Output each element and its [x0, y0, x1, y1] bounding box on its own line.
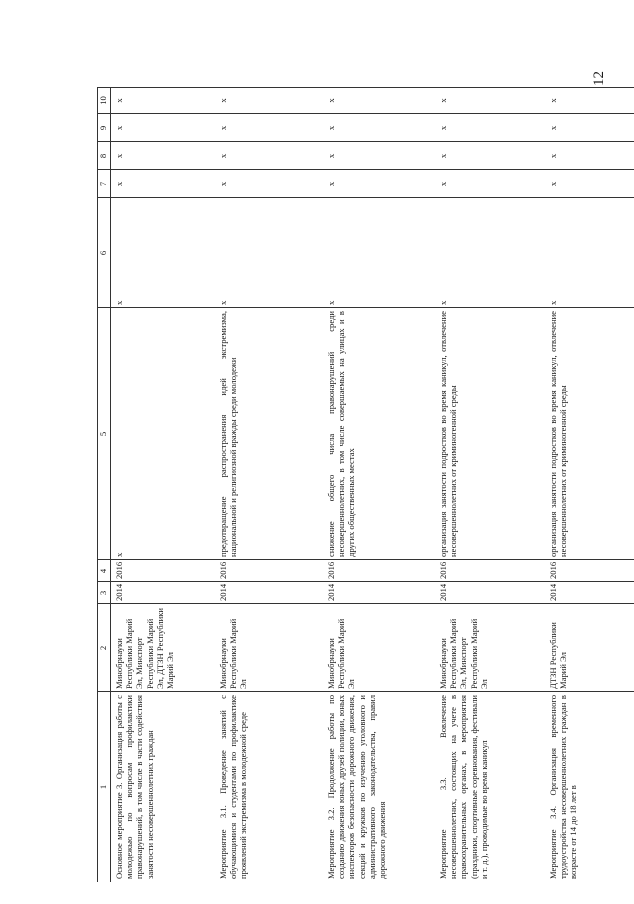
col-rule-5	[97, 307, 634, 308]
header-cell-2: 2	[98, 645, 108, 651]
row1-col8: х	[114, 153, 124, 159]
header-cell-5: 5	[98, 431, 108, 437]
row1-activity: Основное мероприятие 3. Организация работы с молодежью по вопросам профилактики правонарушений, в том числе в части содействия занятости несовершеннолетних граждан	[114, 695, 155, 879]
row1-col6: х	[114, 300, 124, 305]
program-table	[97, 87, 634, 882]
header-cell-6: 6	[98, 250, 108, 256]
page-number: 12	[591, 71, 607, 86]
header-cell-10: 10	[98, 96, 108, 105]
row3-start-year: 2014	[326, 583, 336, 601]
rotated-table-wrapper	[97, 87, 634, 882]
row3-activity: Мероприятие 3.2. Продолжение работы по созданию движения юных друзей полиции, юных инспекторов безопасности дорожного движения, секций и кружков по изучению уголовного и административного законодательства, правил дорожного движения	[326, 695, 388, 879]
col-rule-8	[97, 141, 634, 142]
row2-result: предотвращение распространения идей экстремизма, национальной и религиозной вражды среди молодежи	[218, 311, 239, 557]
row4-col7: х	[438, 181, 448, 187]
row5-col7: х	[548, 181, 558, 187]
row4-end-year: 2016	[438, 561, 448, 579]
col-rule-2	[97, 603, 634, 604]
col-rule-7	[97, 169, 634, 170]
row5-col6: х	[548, 300, 558, 305]
row2-col8: х	[218, 153, 228, 159]
row2-col10: х	[218, 98, 228, 103]
row2-executor: Минобрнауки Республики Марий Эл	[218, 618, 249, 689]
col-rule-1	[97, 691, 634, 692]
row5-activity: Мероприятие 3.4. Организация временного трудоустройства несовершеннолетних граждан в возрасте от 14 до 18 лет в	[548, 695, 579, 879]
header-top-rule	[97, 87, 98, 882]
row2-col9: х	[218, 125, 228, 131]
row4-result: организация занятости подростков во время каникул, отвлечение несовершеннолетних от криминогенной среды	[438, 311, 459, 557]
row5-result: организация занятости подростков во время каникул, отвлечение несовершеннолетних от криминогенной среды	[548, 311, 569, 557]
row3-col7: х	[326, 181, 336, 187]
header-cell-4: 4	[98, 568, 108, 574]
row4-executor: Минобрнауки Республики Марий Эл, Минспорт Республики Марий Эл	[438, 618, 489, 689]
row4-col9: х	[438, 125, 448, 131]
row1-start-year: 2014	[114, 583, 124, 601]
row5-col8: х	[548, 153, 558, 159]
row5-col10: х	[548, 98, 558, 103]
row1-col7: х	[114, 181, 124, 187]
row1-col10: х	[114, 98, 124, 103]
row4-col6: х	[438, 300, 448, 305]
row3-executor: Минобрнауки Республики Марий Эл	[326, 618, 357, 689]
header-cell-8: 8	[98, 153, 108, 159]
row3-col10: х	[326, 98, 336, 103]
col-rule-4	[97, 559, 634, 560]
row3-end-year: 2016	[326, 561, 336, 579]
row4-col10: х	[438, 98, 448, 103]
row5-end-year: 2016	[548, 561, 558, 579]
row2-col7: х	[218, 181, 228, 187]
header-cell-7: 7	[98, 181, 108, 187]
row4-start-year: 2014	[438, 583, 448, 601]
row3-col8: х	[326, 153, 336, 159]
row4-activity: Мероприятие 3.3. Вовлечение несовершеннолетних, состоящих на учете в правоохранительных органах, в мероприятия (праздники, спортивные соревнования, фестивали и т. д.), проводимые во время каникул	[438, 695, 489, 879]
row4-col8: х	[438, 153, 448, 159]
col-rule-10	[97, 87, 634, 88]
row3-col9: х	[326, 125, 336, 131]
row2-col6: х	[218, 300, 228, 305]
header-cell-9: 9	[98, 125, 108, 131]
row5-executor: ДТЗН Республики Марий Эл	[548, 622, 569, 689]
row1-col9: х	[114, 125, 124, 131]
row1-executor: Минобрнауки Республики Марий Эл, Минспорт Республики Марий Эл, ДТЗН Республики Марий Эл	[114, 607, 176, 689]
header-cell-1: 1	[98, 784, 108, 790]
row5-start-year: 2014	[548, 583, 558, 601]
header-cell-3: 3	[98, 590, 108, 596]
col-rule-3	[97, 581, 634, 582]
row3-col6: х	[326, 300, 336, 305]
col-rule-9	[97, 113, 634, 114]
row2-activity: Мероприятие 3.1. Проведение занятий с обучающимися и студентами по профилактике проявлений экстремизма в молодежной среде	[218, 695, 249, 879]
col-rule-6	[97, 197, 634, 198]
row2-end-year: 2016	[218, 561, 228, 579]
row2-start-year: 2014	[218, 583, 228, 601]
row1-end-year: 2016	[114, 561, 124, 579]
row5-col9: х	[548, 125, 558, 131]
header-bottom-rule	[110, 87, 111, 882]
row3-result: снижение общего числа правонарушений среди несовершеннолетних, в том числе совершаемых на улицах и в других общественных местах	[326, 311, 357, 557]
row1-result: х	[114, 552, 124, 557]
